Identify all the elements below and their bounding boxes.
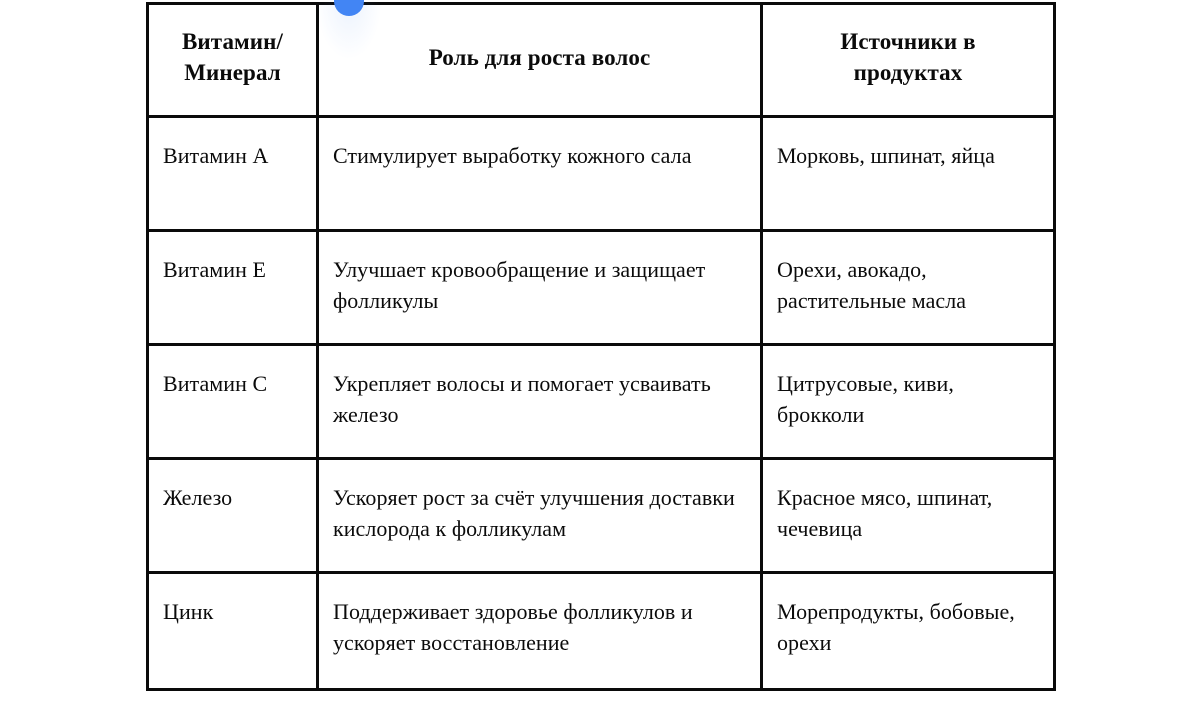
cell-food-sources: Морепродукты, бобовые, орехи — [762, 573, 1055, 690]
header-row — [148, 4, 1055, 117]
cell-food-sources: Красное мясо, шпинат, чечевица — [762, 459, 1055, 573]
cell-vitamin-name: Витамин С — [148, 345, 318, 459]
column-header-role — [318, 4, 762, 117]
cell-food-sources: Орехи, авокадо, растительные масла — [762, 231, 1055, 345]
cell-vitamin-name: Витамин А — [148, 117, 318, 231]
column-header-vitamin-mineral — [148, 4, 318, 117]
table-header — [148, 4, 1055, 117]
header-line-1: Роль для роста волос — [428, 44, 651, 70]
cell-role: Стимулирует выработку кожного сала — [318, 117, 762, 231]
cell-role: Укрепляет волосы и помогает усваивать железо — [318, 345, 762, 459]
cell-vitamin-name: Витамин Е — [148, 231, 318, 345]
cell-role: Ускоряет рост за счёт улучшения доставки кислорода к фолликулам — [318, 459, 762, 573]
table-container — [146, 2, 1053, 686]
table-row — [148, 117, 1055, 231]
cell-vitamin-name: Цинк — [148, 573, 318, 690]
cell-food-sources: Цитрусовые, киви, брокколи — [762, 345, 1055, 459]
header-line-2: Минерал — [184, 60, 281, 85]
table-row — [148, 231, 1055, 345]
cell-food-sources: Морковь, шпинат, яйца — [762, 117, 1055, 231]
header-line-1: Источники в — [840, 29, 976, 55]
table-row — [148, 345, 1055, 459]
table-row — [148, 459, 1055, 573]
vitamins-minerals-table — [146, 2, 1056, 691]
cell-role: Улучшает кровообращение и защищает фолликулы — [318, 231, 762, 345]
header-line-1: Витамин/ — [181, 29, 284, 55]
column-header-sources — [762, 4, 1055, 117]
table-body — [148, 117, 1055, 690]
cell-vitamin-name: Железо — [148, 459, 318, 573]
cell-role: Поддерживает здоровье фолликулов и ускоряет восстановление — [318, 573, 762, 690]
header-line-2: продуктах — [853, 60, 963, 85]
table-row — [148, 573, 1055, 690]
